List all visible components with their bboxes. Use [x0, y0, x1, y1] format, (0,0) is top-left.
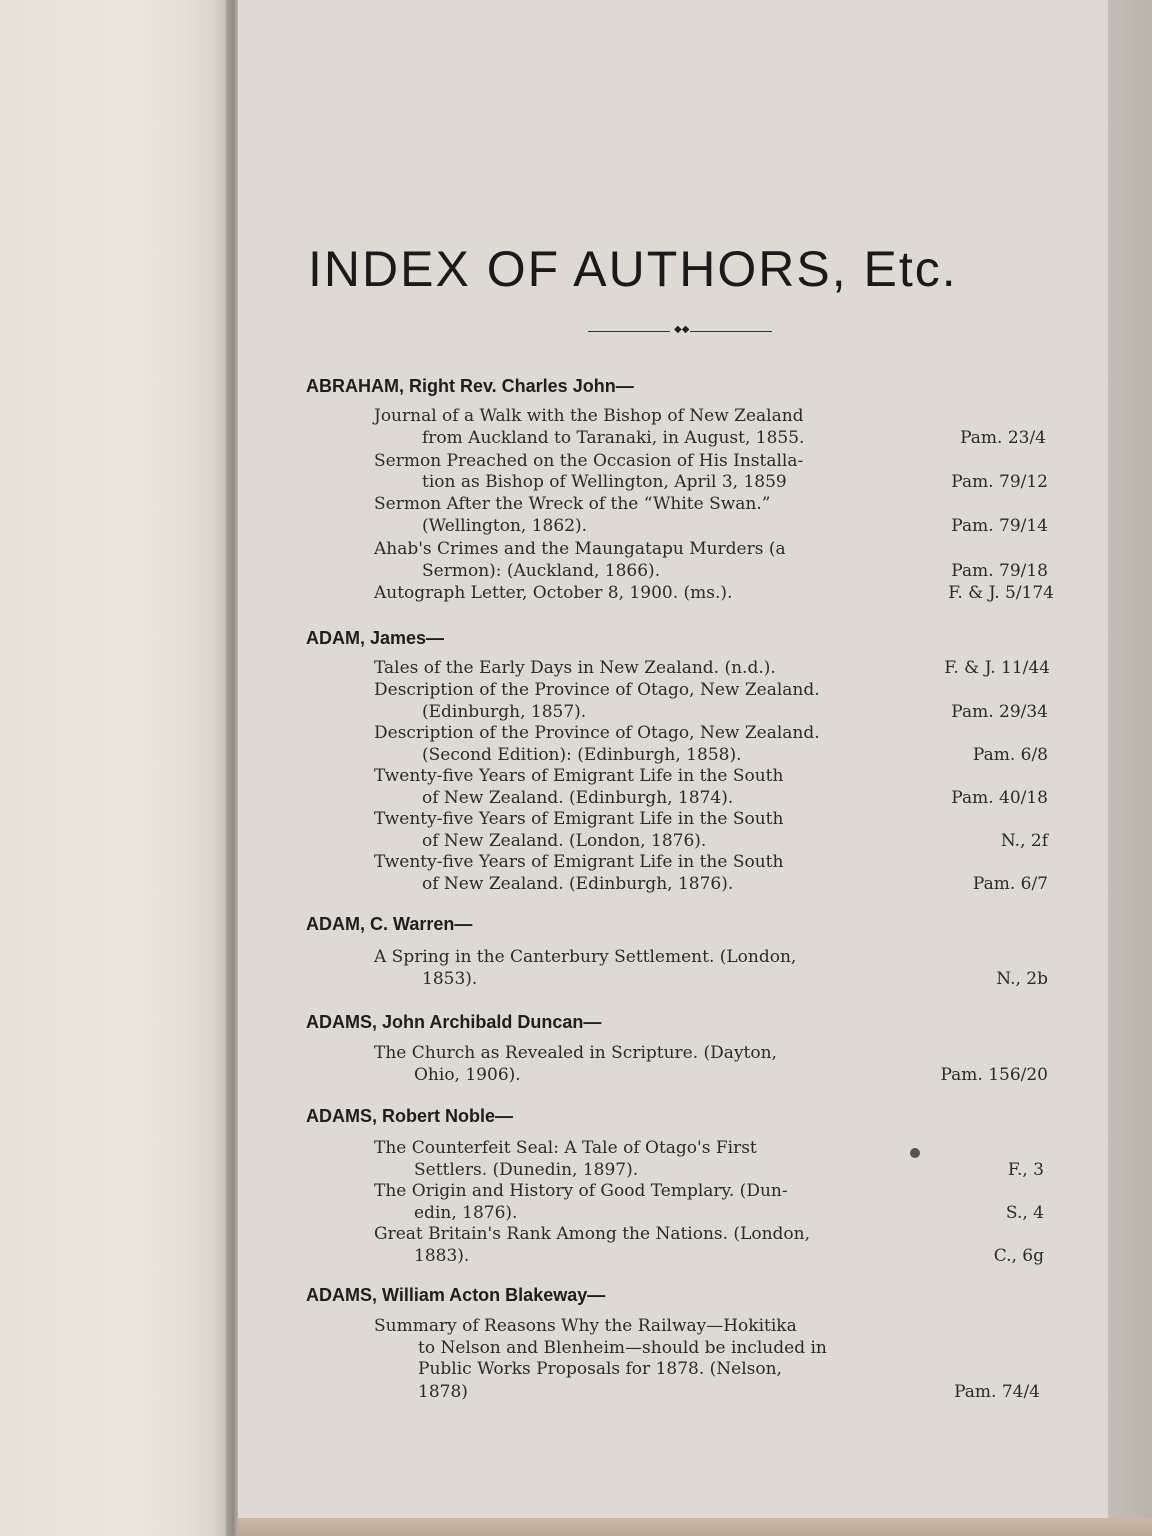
- entry-line: Ahab's Crimes and the Maungatapu Murders (a: [374, 539, 786, 559]
- entry-line: (Second Edition): (Edinburgh, 1858). Pam. 6/8: [422, 745, 1048, 765]
- entry-line: (Edinburgh, 1857). Pam. 29/34: [422, 702, 1048, 722]
- entry-line: from Auckland to Taranaki, in August, 1855. Pam. 23/4: [422, 428, 1046, 448]
- entry-line: The Church as Revealed in Scripture. (Dayton,: [374, 1043, 777, 1063]
- entry-line: Sermon Preached on the Occasion of His Installa-: [374, 451, 804, 471]
- author-heading: ABRAHAM, Right Rev. Charles John—: [306, 376, 634, 396]
- entry-line: of New Zealand. (Edinburgh, 1876). Pam. 6/7: [422, 874, 1048, 894]
- entry-line: of New Zealand. (Edinburgh, 1874). Pam. 40/18: [422, 788, 1048, 808]
- entry-line: Description of the Province of Otago, New Zealand.: [374, 680, 820, 700]
- entry-line: A Spring in the Canterbury Settlement. (London,: [374, 947, 797, 967]
- author-heading: ADAMS, Robert Noble—: [306, 1106, 513, 1126]
- entry-line: to Nelson and Blenheim—should be included in: [418, 1338, 827, 1358]
- author-heading: ADAMS, William Acton Blakeway—: [306, 1285, 606, 1305]
- entry-line: Description of the Province of Otago, New Zealand.: [374, 723, 820, 743]
- author-heading: ADAMS, John Archibald Duncan—: [306, 1012, 602, 1032]
- entry-line: Sermon After the Wreck of the “White Swan.”: [374, 494, 771, 514]
- entry-line: 1883). C., 6g: [414, 1246, 1044, 1266]
- entry-line: Autograph Letter, October 8, 1900. (ms.). F. & J. 5/174: [374, 583, 1054, 603]
- entry-line: of New Zealand. (London, 1876). N., 2f: [422, 831, 1048, 851]
- ink-dot: [910, 1148, 920, 1158]
- entry-line: Twenty-five Years of Emigrant Life in the South: [374, 809, 784, 829]
- entry-line: Tales of the Early Days in New Zealand. (n.d.). F. & J. 11/44: [374, 658, 1050, 678]
- left-page: [0, 0, 232, 1536]
- entry-line: Twenty-five Years of Emigrant Life in the South: [374, 766, 784, 786]
- entry-line: Settlers. (Dunedin, 1897). F., 3: [414, 1160, 1044, 1180]
- author-heading: ADAM, C. Warren—: [306, 914, 473, 934]
- entry-line: edin, 1876). S., 4: [414, 1203, 1044, 1223]
- page-title: INDEX OF AUTHORS, Etc.: [308, 241, 958, 297]
- page-bottom-edge: [238, 1518, 1152, 1536]
- entry-line: The Counterfeit Seal: A Tale of Otago's First: [374, 1138, 757, 1158]
- entry-line: Ohio, 1906). Pam. 156/20: [414, 1065, 1048, 1085]
- entry-line: (Wellington, 1862). Pam. 79/14: [422, 516, 1048, 536]
- entry-line: Journal of a Walk with the Bishop of New Zealand: [374, 406, 804, 426]
- page-edge: [1108, 0, 1152, 1536]
- author-heading: ADAM, James—: [306, 628, 445, 648]
- entry-line: 1878) Pam. 74/4: [418, 1382, 1040, 1402]
- entry-line: The Origin and History of Good Templary. (Dun-: [374, 1181, 788, 1201]
- entry-line: Public Works Proposals for 1878. (Nelson,: [418, 1359, 782, 1379]
- title-ornament: ◆◆: [588, 322, 772, 340]
- entry-line: Twenty-five Years of Emigrant Life in the South: [374, 852, 784, 872]
- entry-line: tion as Bishop of Wellington, April 3, 1859 Pam. 79/12: [422, 472, 1048, 492]
- entry-line: 1853). N., 2b: [422, 969, 1048, 989]
- entry-line: Summary of Reasons Why the Railway—Hokitika: [374, 1316, 797, 1336]
- entry-line: Sermon): (Auckland, 1866). Pam. 79/18: [422, 561, 1048, 581]
- entry-line: Great Britain's Rank Among the Nations. (London,: [374, 1224, 811, 1244]
